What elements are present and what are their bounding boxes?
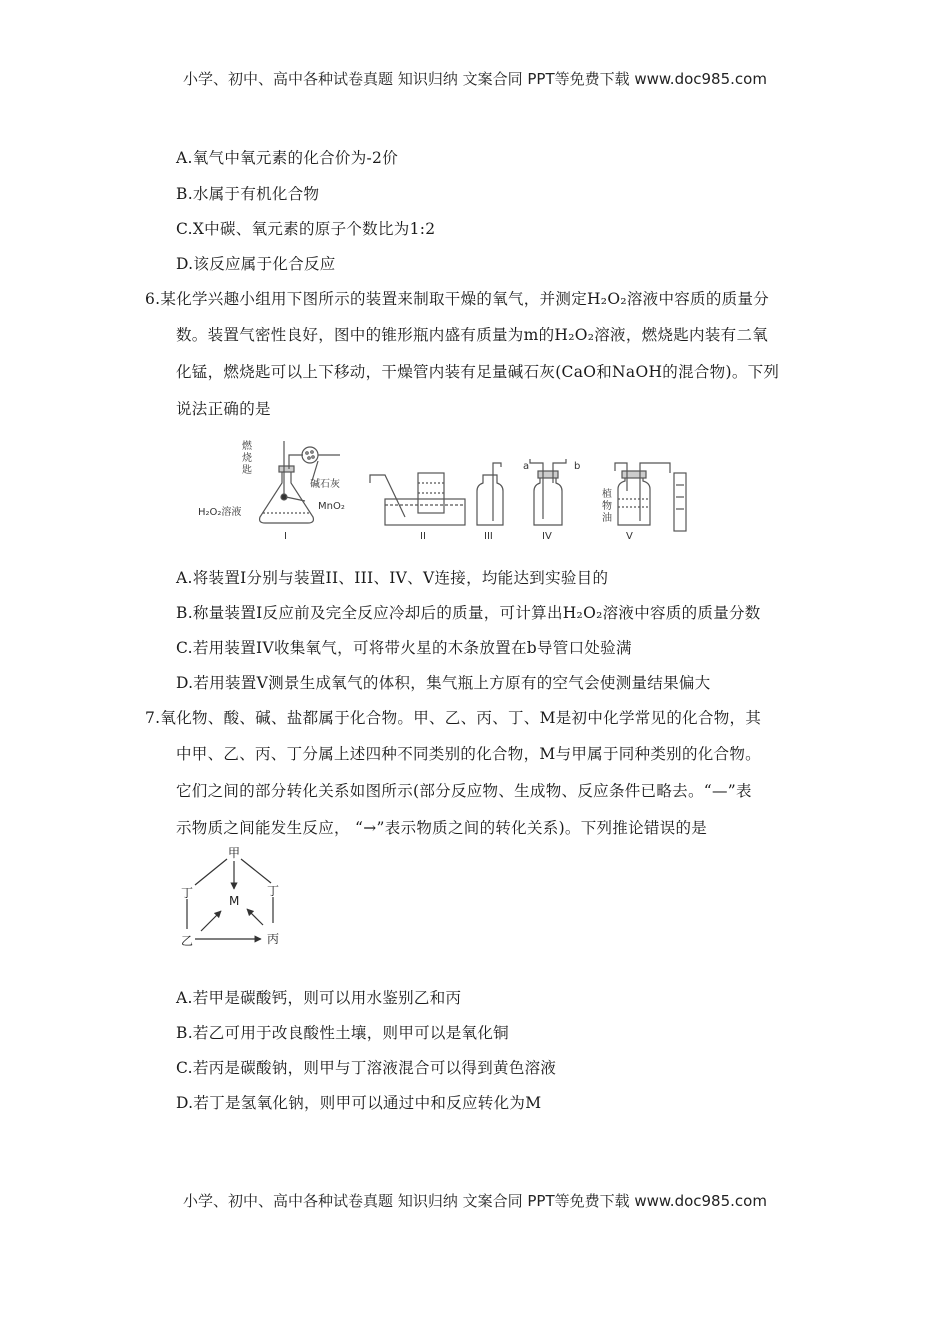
label-roman-ii: II xyxy=(420,531,426,542)
node-yi: 乙 xyxy=(181,934,194,948)
water-trough-icon xyxy=(385,499,465,525)
q5-option-d: D.该反应属于化合反应 xyxy=(176,255,336,273)
q6-stem-line-2: 数。装置气密性良好，图中的锥形瓶内盛有质量为m的H₂O₂溶液，燃烧匙内装有二氧 xyxy=(176,326,769,344)
q6-stem-line-1: 6.某化学兴趣小组用下图所示的装置来制取干燥的氧气，并测定H₂O₂溶液中容质的质量分 xyxy=(145,290,770,308)
label-oil-2: 物 xyxy=(602,501,612,512)
q6-stem-line-3: 化锰，燃烧匙可以上下移动，干燥管内装有足量碱石灰(CaO和NaOH的混合物)。下列 xyxy=(176,363,780,381)
q5-option-c: C.X中碳、氧元素的原子个数比为1:2 xyxy=(176,220,436,238)
q7-stem-line-3: 它们之间的部分转化关系如图所示(部分反应物、生成物、反应条件已略去。“—”表 xyxy=(176,782,752,800)
bottle-iii-icon xyxy=(477,475,503,525)
label-b: b xyxy=(574,461,581,472)
q6-option-c: C.若用装置IV收集氧气，可将带火星的木条放置在b导管口处验满 xyxy=(176,639,632,657)
label-spoon-1: 燃 xyxy=(242,441,252,452)
label-roman-iv: IV xyxy=(542,531,552,542)
label-roman-v: V xyxy=(626,531,633,542)
node-ding-right: 丁 xyxy=(267,884,280,898)
label-roman-iii: III xyxy=(484,531,493,542)
arrow-yi-to-m xyxy=(201,911,221,931)
relation-diagram-svg xyxy=(175,845,295,950)
link-jia-ding-left xyxy=(195,859,227,885)
drying-tube-icon xyxy=(302,447,318,463)
label-oil-1: 植 xyxy=(602,489,612,500)
q6-apparatus-figure xyxy=(190,433,710,545)
apparatus-svg xyxy=(190,433,710,545)
node-m: M xyxy=(229,894,240,908)
label-oil-3: 油 xyxy=(602,513,612,524)
label-a: a xyxy=(523,461,530,472)
page-header: 小学、初中、高中各种试卷真题 知识归纳 文案合同 PPT等免费下载 www.doc985.com xyxy=(183,70,767,88)
page-footer: 小学、初中、高中各种试卷真题 知识归纳 文案合同 PPT等免费下载 www.doc985.com xyxy=(183,1192,767,1210)
label-h2o2: H₂O₂溶液 xyxy=(198,507,242,518)
q7-stem-line-2: 中甲、乙、丙、丁分属上述四种不同类别的化合物，M与甲属于同种类别的化合物。 xyxy=(176,745,761,763)
q7-option-c: C.若丙是碳酸钠，则甲与丁溶液混合可以得到黄色溶液 xyxy=(176,1059,557,1077)
q7-stem-line-1: 7.氧化物、酸、碱、盐都属于化合物。甲、乙、丙、丁、M是初中化学常见的化合物，其 xyxy=(145,709,762,727)
stopper-icon xyxy=(279,466,294,472)
bottle-iv-icon xyxy=(534,477,562,525)
bottle-v-icon xyxy=(618,477,650,525)
q7-relation-diagram xyxy=(175,845,295,950)
label-roman-i: I xyxy=(284,531,287,542)
arrow-bing-to-m xyxy=(247,909,263,925)
q5-option-b: B.水属于有机化合物 xyxy=(176,185,320,203)
q6-option-b: B.称量装置I反应前及完全反应冷却后的质量，可计算出H₂O₂溶液中容质的质量分数 xyxy=(176,604,761,622)
node-jia: 甲 xyxy=(228,846,241,860)
link-jia-ding-right xyxy=(241,859,271,883)
label-mno2: MnO₂ xyxy=(318,501,345,512)
node-ding-left: 丁 xyxy=(181,886,194,900)
label-spoon-2: 烧 xyxy=(242,453,252,464)
label-spoon-3: 匙 xyxy=(242,465,252,476)
q6-stem-line-4: 说法正确的是 xyxy=(176,400,271,418)
q7-option-b: B.若乙可用于改良酸性土壤，则甲可以是氧化铜 xyxy=(176,1024,509,1042)
q6-option-a: A.将装置I分别与装置II、III、IV、V连接，均能达到实验目的 xyxy=(176,569,609,587)
node-bing: 丙 xyxy=(267,932,280,946)
label-limestone: 碱石灰 xyxy=(310,479,340,490)
q7-stem-line-4: 示物质之间能发生反应， “→”表示物质之间的转化关系)。下列推论错误的是 xyxy=(176,819,708,837)
q7-option-d: D.若丁是氢氧化钠，则甲可以通过中和反应转化为M xyxy=(176,1094,542,1112)
q5-option-a: A.氧气中氧元素的化合价为-2价 xyxy=(176,149,399,167)
q6-option-d: D.若用装置V测景生成氧气的体积，集气瓶上方原有的空气会使测量结果偏大 xyxy=(176,674,711,692)
q7-option-a: A.若甲是碳酸钙，则可以用水鉴别乙和丙 xyxy=(176,989,462,1007)
measuring-cylinder-icon xyxy=(674,473,686,531)
